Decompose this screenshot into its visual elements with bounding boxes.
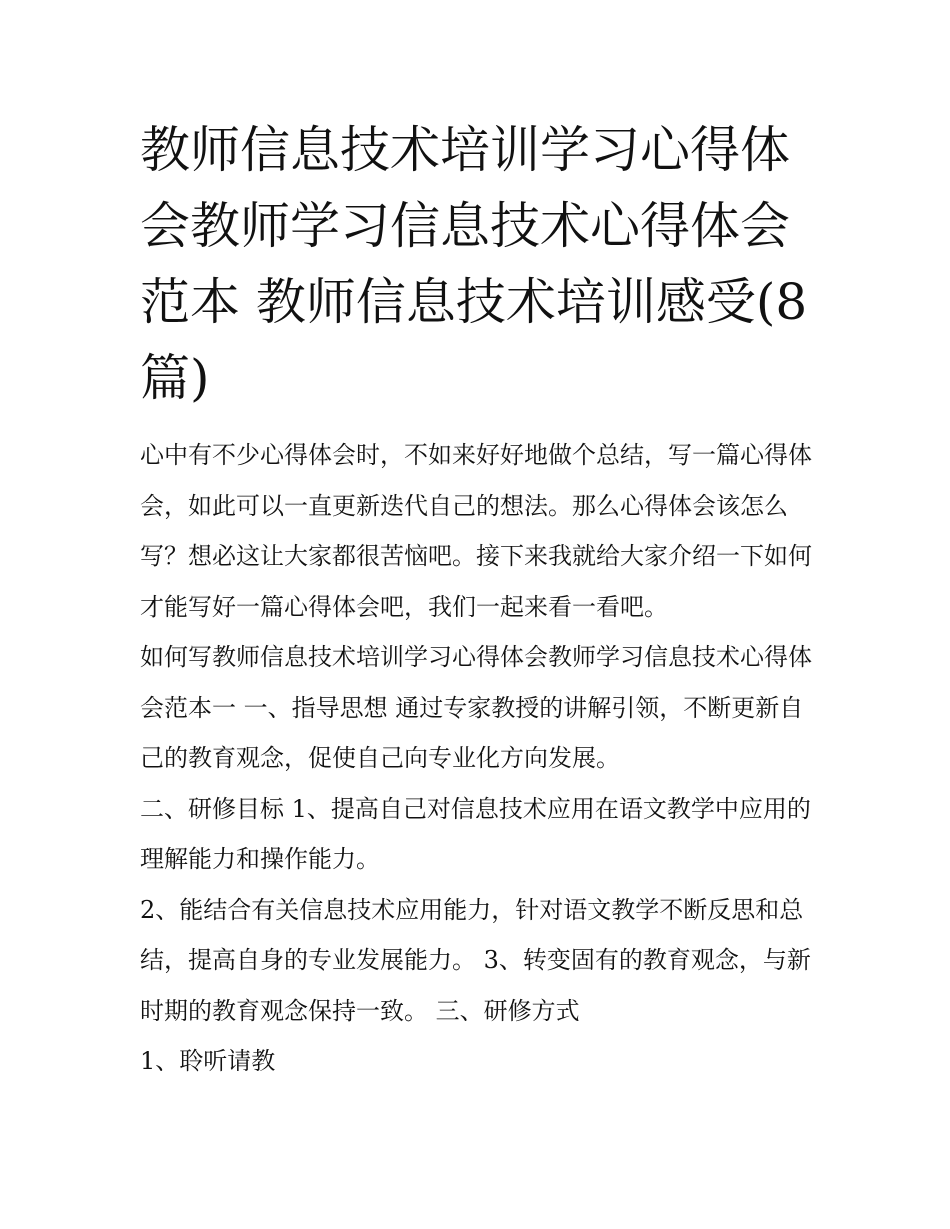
document-body — [140, 112, 812, 1087]
paragraph-study-goal: 二、研修目标 1、提高自己对信息技术应用在语文教学中应用的理解能力和操作能力。 — [140, 794, 811, 873]
document-title: 教师信息技术培训学习心得体会教师学习信息技术心得体会范本 教师信息技术培训感受(8篇) — [140, 121, 808, 407]
paragraph-guiding-thought: 如何写教师信息技术培训学习心得体会教师学习信息技术心得体会范本一 一、指导思想 通过专家教授的讲解引领，不断更新自己的教育观念，促使自己向专业化方向发展。 — [140, 643, 812, 772]
paragraph-listen-ask: 1、聆听请教 — [140, 1047, 276, 1075]
paragraph-intro: 心中有不少心得体会时，不如来好好地做个总结，写一篇心得体会，如此可以一直更新迭代自己的想法。那么心得体会该怎么写？想必这让大家都很苦恼吧。接下来我就给大家介绍一下如何才能写好一篇心得体会吧，我们一起来看一看吧。 — [140, 441, 812, 621]
paragraph-study-goal-continued: 2、能结合有关信息技术应用能力，针对语文教学不断反思和总结，提高自身的专业发展能力。 3、转变固有的教育观念，与新时期的教育观念保持一致。 三、研修方式 — [140, 895, 811, 1025]
